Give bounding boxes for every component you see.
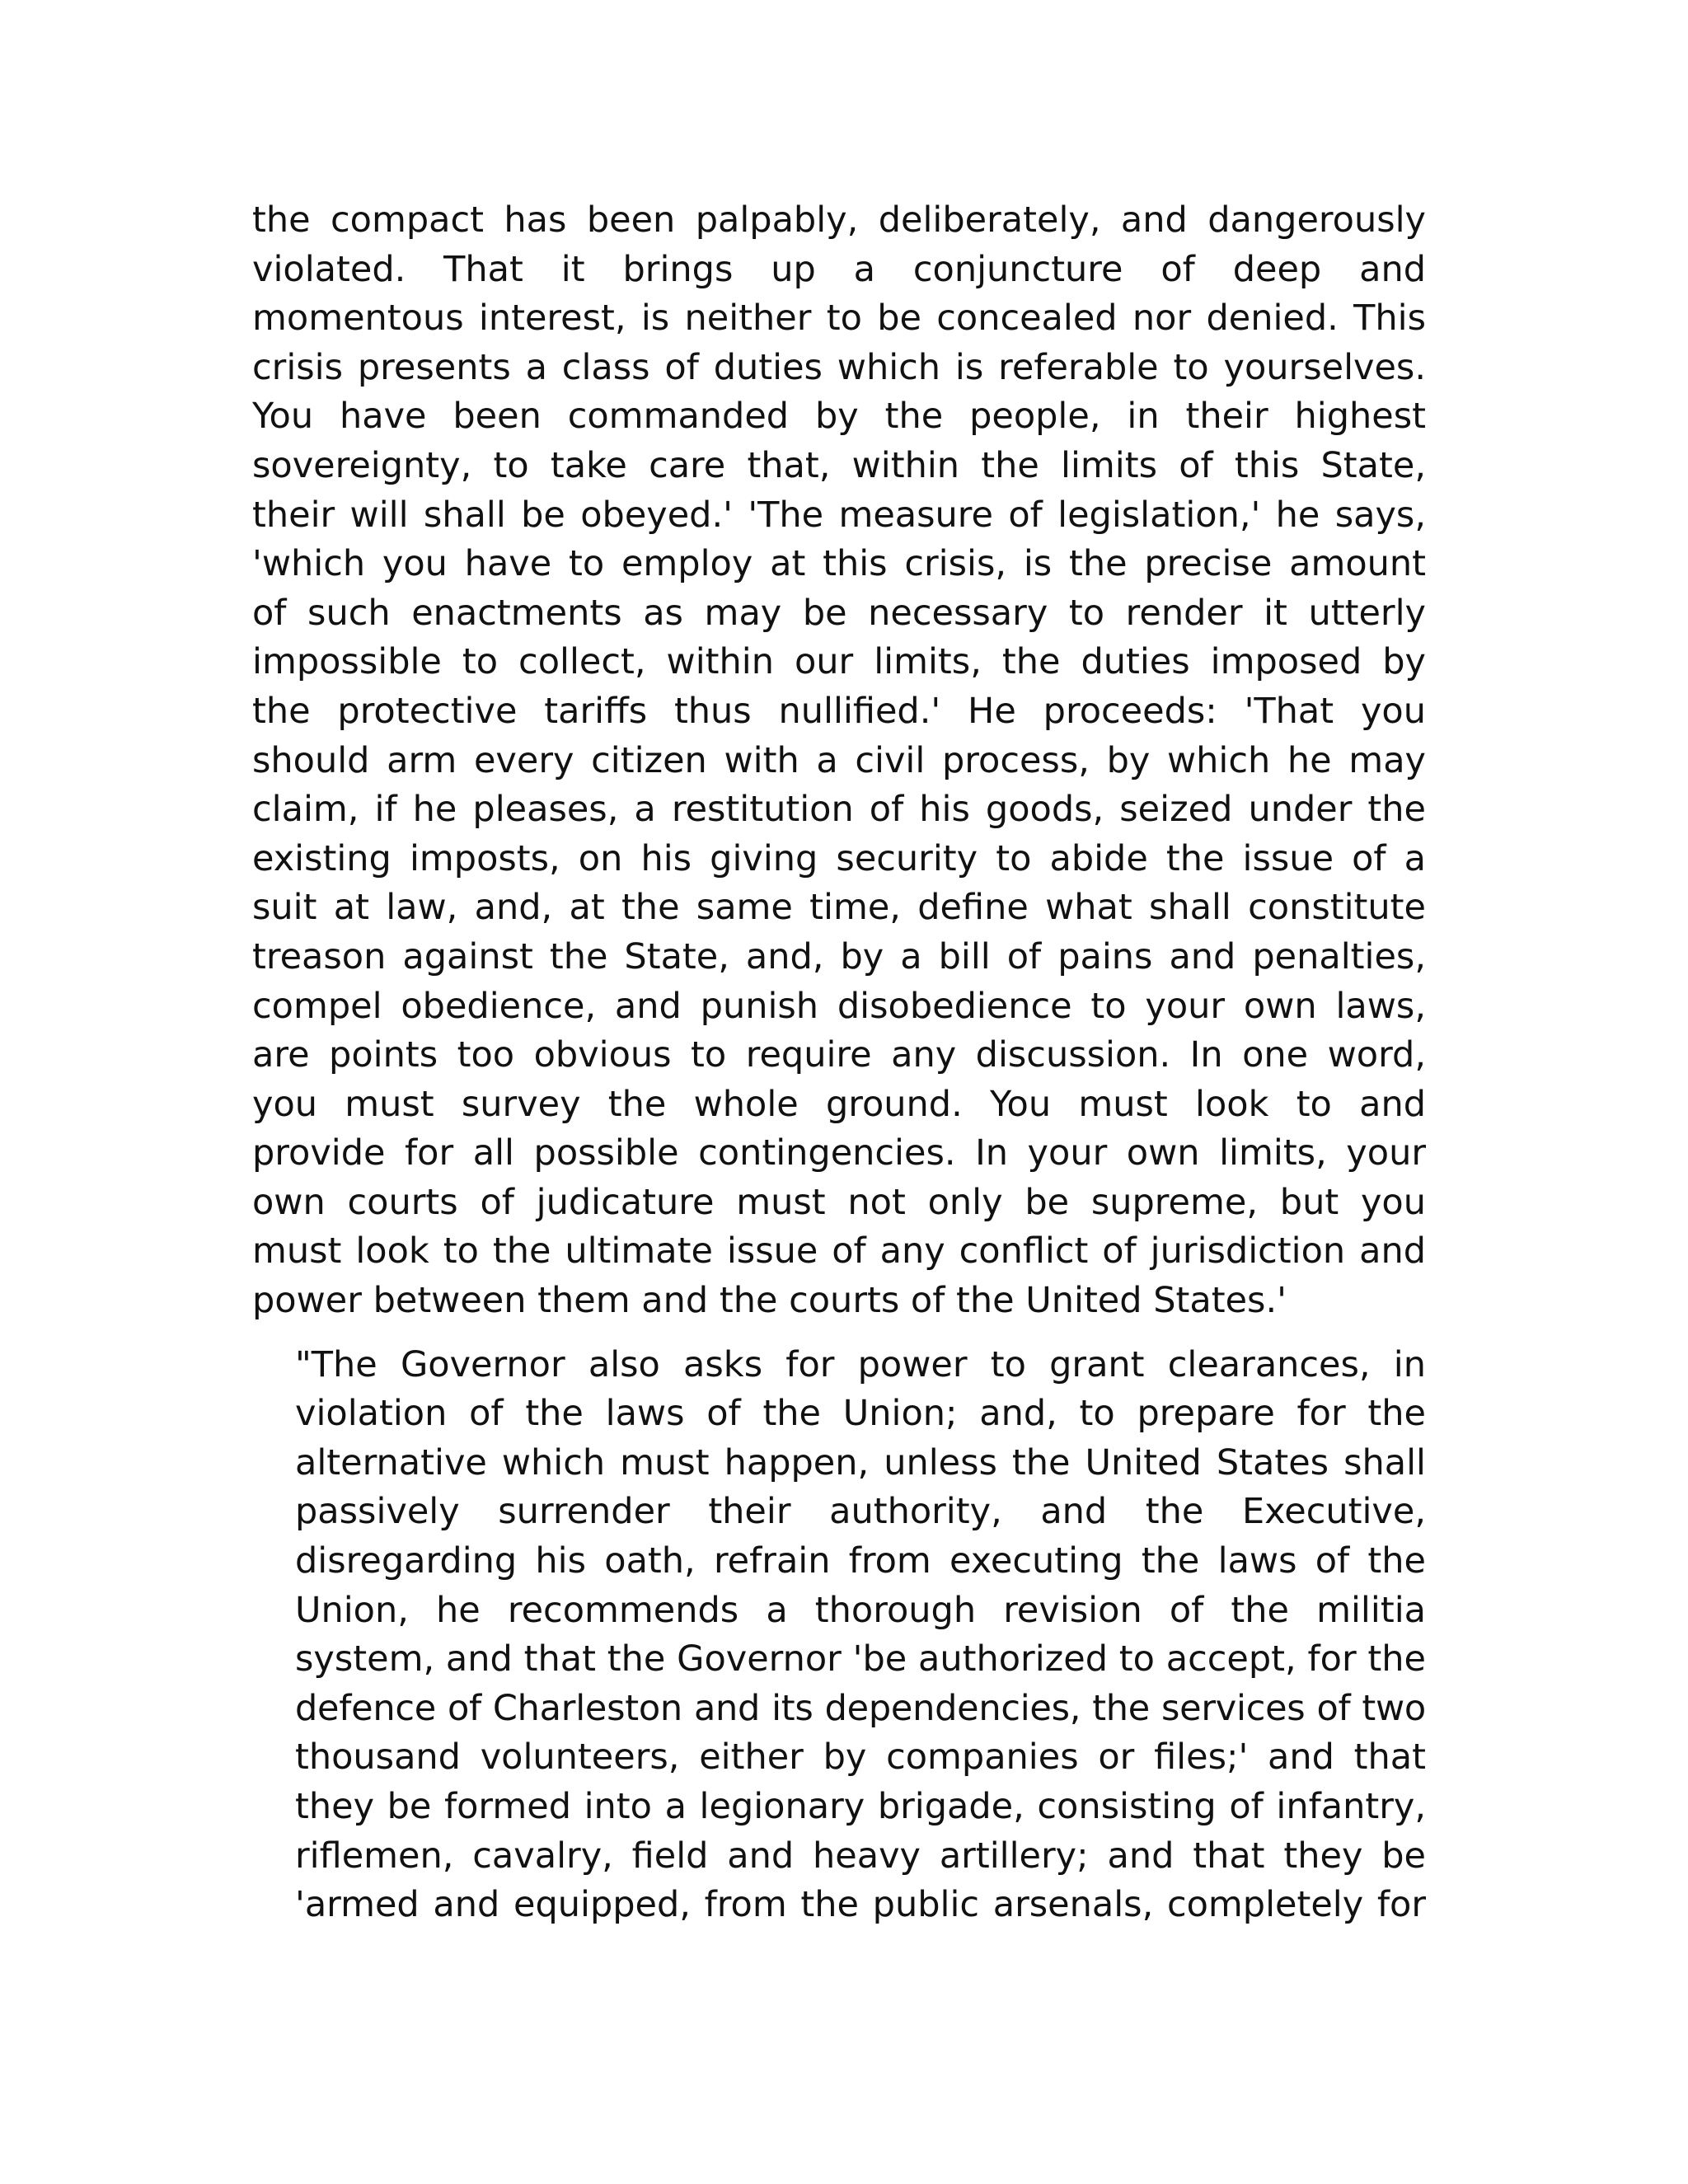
text-line: suit at law, and, at the same time, define what shall constitute	[252, 887, 1426, 929]
body-text	[252, 196, 1426, 1930]
text-line: sovereignty, to take care that, within the limits of this State,	[252, 444, 1426, 486]
text-line: must look to the ultimate issue of any conflict of jurisdiction and	[252, 1230, 1426, 1272]
text-line: claim, if he pleases, a restitution of his goods, seized under the	[252, 789, 1426, 831]
text-line: You have been commanded by the people, in their highest	[252, 396, 1426, 438]
text-line: violated. That it brings up a conjuncture of deep and	[252, 248, 1426, 290]
paragraph-1	[252, 196, 1426, 1326]
text-line: passively surrender their authority, and the Executive,	[295, 1491, 1426, 1533]
text-line: violation of the laws of the Union; and, to prepare for the	[295, 1393, 1426, 1435]
text-line: disregarding his oath, refrain from executing the laws of the	[295, 1540, 1426, 1582]
text-line: treason against the State, and, by a bill of pains and penalties,	[252, 935, 1426, 977]
text-line: you must survey the whole ground. You must look to and	[252, 1083, 1426, 1125]
text-line: system, and that the Governor 'be authorized to accept, for the	[295, 1638, 1426, 1680]
text-line: power between them and the courts of the United States.'	[252, 1280, 1287, 1322]
text-line: provide for all possible contingencies. In your own limits, your	[252, 1132, 1426, 1174]
text-line: 'armed and equipped, from the public arsenals, completely for	[295, 1884, 1426, 1926]
text-line: thousand volunteers, either by companies or files;' and that	[295, 1736, 1426, 1779]
text-line: alternative which must happen, unless the United States shall	[295, 1441, 1426, 1483]
text-line: crisis presents a class of duties which is referable to yourselves.	[252, 346, 1426, 388]
text-line: of such enactments as may be necessary to render it utterly	[252, 592, 1426, 634]
text-line: own courts of judicature must not only be supreme, but you	[252, 1181, 1426, 1223]
text-line: Union, he recommends a thorough revision of the militia	[295, 1589, 1426, 1631]
text-line: impossible to collect, within our limits, the duties imposed by	[252, 641, 1426, 683]
text-line: existing imposts, on his giving security to abide the issue of a	[252, 837, 1426, 879]
paragraph-2	[252, 1341, 1426, 1930]
text-line: momentous interest, is neither to be concealed nor denied. This	[252, 298, 1426, 340]
text-line: the compact has been palpably, deliberately, and dangerously	[252, 199, 1426, 241]
text-line: "The Governor also asks for power to grant clearances, in	[295, 1343, 1426, 1385]
text-line: defence of Charleston and its dependencies, the services of two	[295, 1687, 1426, 1729]
text-line: the protective tariffs thus nullified.' He proceeds: 'That you	[252, 690, 1426, 732]
text-line: they be formed into a legionary brigade, consisting of infantry,	[295, 1786, 1426, 1827]
text-line: compel obedience, and punish disobedience to your own laws,	[252, 985, 1426, 1027]
text-line: 'which you have to employ at this crisis, is the precise amount	[252, 543, 1426, 585]
text-line: should arm every citizen with a civil process, by which he may	[252, 739, 1426, 781]
text-line: their will shall be obeyed.' 'The measure of legislation,' he says,	[252, 494, 1426, 536]
text-line: riflemen, cavalry, field and heavy artillery; and that they be	[295, 1835, 1426, 1877]
text-line: are points too obvious to require any discussion. In one word,	[252, 1034, 1426, 1076]
